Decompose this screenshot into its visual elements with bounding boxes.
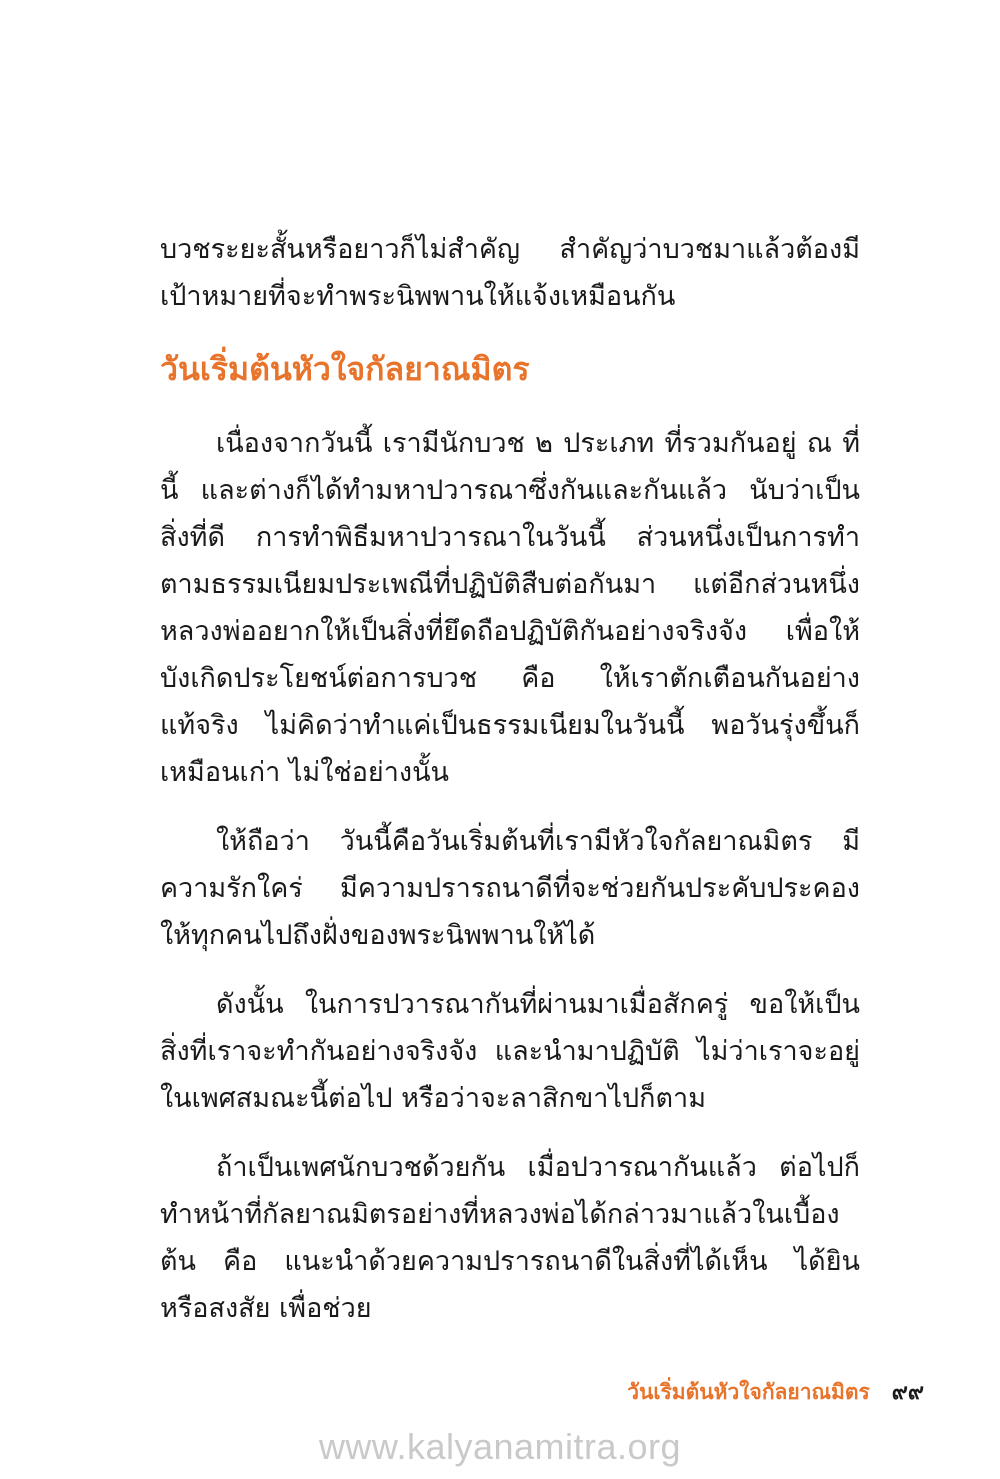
- page-body: [160, 226, 860, 1354]
- section-heading: วันเริ่มต้นหัวใจกัลยาณมิตร: [160, 350, 530, 388]
- page-number: ๙๙: [891, 1380, 924, 1405]
- paragraph-4: ถ้าเป็นเพศนักบวชด้วยกัน เมื่อปวารณากันแล้ว ต่อไปก็ทำหน้าที่กัลยาณมิตรอย่างที่หลวงพ่อได้กล่าวมาแล้วในเบื้องต้น คือ แนะนำด้วยความปรารถนาดีในสิ่งที่ได้เห็น ได้ยิน หรือสงสัย เพื่อช่วย: [160, 1152, 860, 1324]
- paragraph-continued: บวชระยะสั้นหรือยาวก็ไม่สำคัญ สำคัญว่าบวชมาแล้วต้องมีเป้าหมายที่จะทำพระนิพพานให้แจ้งเหมือนกัน: [160, 234, 860, 312]
- paragraph-2: ให้ถือว่า วันนี้คือวันเริ่มต้นที่เรามีหัวใจกัลยาณมิตร มีความรักใคร่ มีความปรารถนาดีที่จะช่วยกันประคับประคองให้ทุกคนไปถึงฝั่งของพระนิพพานให้ได้: [160, 826, 860, 951]
- site-watermark: www.kalyanamitra.org: [318, 1426, 682, 1467]
- paragraph-1: เนื่องจากวันนี้ เรามีนักบวช ๒ ประเภท ที่รวมกันอยู่ ณ ที่นี้ และต่างก็ได้ทำมหาปวารณาซึ่งกันและกันแล้ว นับว่าเป็นสิ่งที่ดี การทำพิธีมหาปวารณาในวันนี้ ส่วนหนึ่งเป็นการทำตามธรรมเนียมประเพณีที่ปฏิบัติสืบต่อกันมา แต่อีกส่วนหนึ่งหลวงพ่ออยากให้เป็นสิ่งที่ยึดถือปฏิบัติกันอย่างจริงจัง เพื่อให้บังเกิดประโยชน์ต่อการบวช คือ ให้เราตักเตือนกันอย่างแท้จริง ไม่คิดว่าทำแค่เป็นธรรมเนียมในวันนี้ พอวันรุ่งขึ้นก็เหมือนเก่า ไม่ใช่อย่างนั้น: [160, 428, 860, 788]
- paragraph-3: ดังนั้น ในการปวารณากันที่ผ่านมาเมื่อสักครู่ ขอให้เป็นสิ่งที่เราจะทำกันอย่างจริงจัง และนำมาปฏิบัติ ไม่ว่าเราจะอยู่ในเพศสมณะนี้ต่อไป หรือว่าจะลาสิกขาไปก็ตาม: [160, 989, 860, 1114]
- footer-chapter-title: วันเริ่มต้นหัวใจกัลยาณมิตร: [627, 1380, 870, 1404]
- page-footer: [627, 1374, 924, 1409]
